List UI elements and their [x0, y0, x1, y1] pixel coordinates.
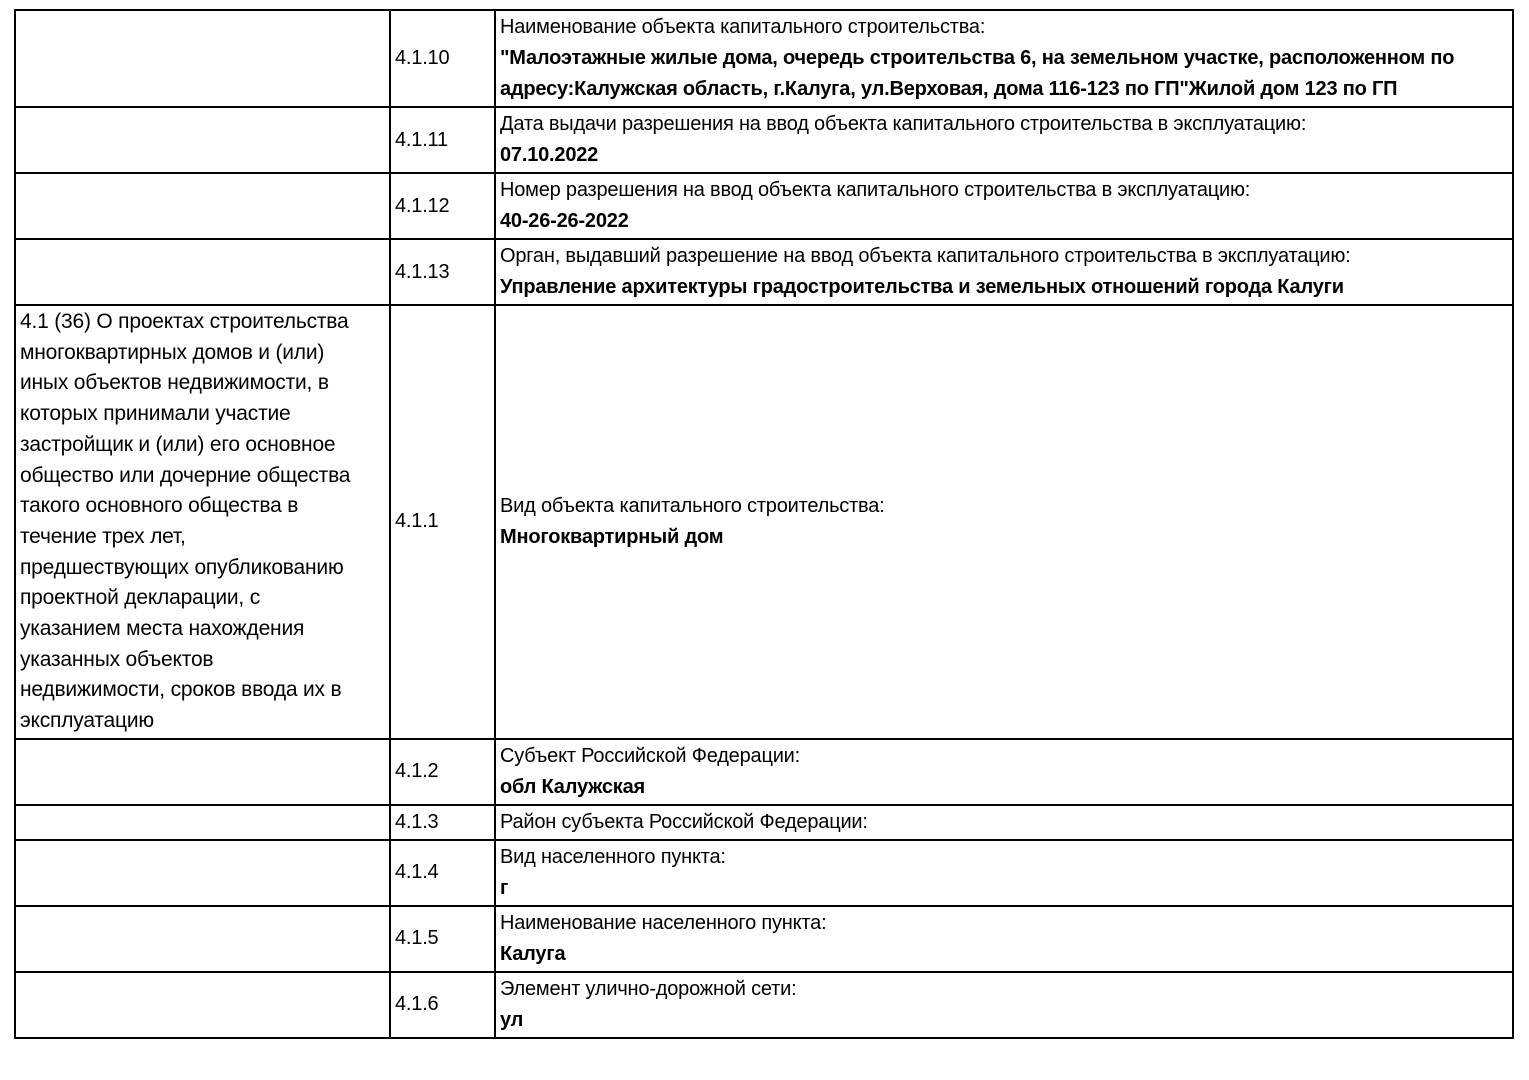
item-number-cell: 4.1.2 [390, 739, 495, 805]
section-description-cell [15, 107, 390, 173]
section-description-cell [15, 972, 390, 1038]
item-number-cell: 4.1.10 [390, 10, 495, 107]
table-row [15, 239, 1513, 305]
field-value: 07.10.2022 [500, 144, 599, 166]
declaration-table [14, 9, 1514, 1039]
item-content-cell [495, 10, 1513, 107]
table-row [15, 972, 1513, 1038]
field-value: ул [500, 1008, 524, 1031]
table-row [15, 10, 1513, 107]
item-number-cell: 4.1.3 [390, 805, 495, 840]
field-label: Вид объекта капитального строительства: [500, 494, 885, 517]
section-description-cell [15, 173, 390, 239]
table-row [15, 739, 1513, 805]
section-description-cell [15, 10, 390, 107]
item-number-cell: 4.1.13 [390, 239, 495, 305]
item-content-cell [495, 805, 1513, 840]
table-row [15, 107, 1513, 173]
table-row [15, 805, 1513, 840]
item-content-cell [495, 972, 1513, 1038]
item-content-cell [495, 840, 1513, 906]
table-row [15, 305, 1513, 739]
field-label: Район субъекта Российской Федерации: [500, 810, 868, 833]
item-content-cell [495, 305, 1513, 739]
table-row [15, 906, 1513, 972]
field-value: г [500, 876, 509, 899]
field-label: Номер разрешения на ввод объекта капитального строительства в эксплуатацию: [500, 179, 1251, 201]
table-row [15, 173, 1513, 239]
section-description-cell [15, 906, 390, 972]
field-value: Многоквартирный дом [500, 525, 724, 548]
field-label: Элемент улично-дорожной сети: [500, 977, 797, 1000]
field-value: Калуга [500, 942, 566, 965]
field-value: 40-26-26-2022 [500, 210, 629, 232]
section-description-cell [15, 840, 390, 906]
field-label: Наименование объекта капитального строительства: [500, 16, 986, 38]
section-description-cell [15, 805, 390, 840]
section-description-cell [15, 239, 390, 305]
item-content-cell [495, 107, 1513, 173]
item-content-cell [495, 239, 1513, 305]
item-content-cell [495, 173, 1513, 239]
field-label: Наименование населенного пункта: [500, 911, 827, 934]
field-label: Субъект Российской Федерации: [500, 744, 801, 767]
table-row [15, 840, 1513, 906]
table-body [15, 10, 1513, 1038]
item-number-cell: 4.1.4 [390, 840, 495, 906]
field-label: Орган, выдавший разрешение на ввод объекта капитального строительства в эксплуатацию: [500, 245, 1351, 267]
item-content-cell [495, 739, 1513, 805]
field-value: обл Калужская [500, 775, 645, 798]
field-label: Вид населенного пункта: [500, 845, 726, 868]
item-number-cell: 4.1.5 [390, 906, 495, 972]
field-value: "Малоэтажные жилые дома, очередь строительства 6, на земельном участке, расположенном по адресу:Калужская область, г.Калуга, ул.Верховая, дома 116-123 по ГП"Жилой дом 123 по ГП [500, 47, 1455, 100]
section-description-cell [15, 739, 390, 805]
item-number-cell: 4.1.6 [390, 972, 495, 1038]
item-number-cell: 4.1.11 [390, 107, 495, 173]
field-label: Дата выдачи разрешения на ввод объекта капитального строительства в эксплуатацию: [500, 113, 1307, 135]
item-number-cell: 4.1.1 [390, 305, 495, 739]
section-description-cell: 4.1 (36) О проектах строительства многоквартирных домов и (или) иных объектов недвижимости, в которых принимали участие застройщик и (или) его основное общество или дочерние общества такого основного общества в течение трех лет, предшествующих опубликованию проектной декларации, с указанием места нахождения указанных объектов недвижимости, сроков ввода их в эксплуатацию [15, 305, 390, 739]
item-number-cell: 4.1.12 [390, 173, 495, 239]
item-content-cell [495, 906, 1513, 972]
field-value: Управление архитектуры градостроительства и земельных отношений города Калуги [500, 276, 1344, 298]
